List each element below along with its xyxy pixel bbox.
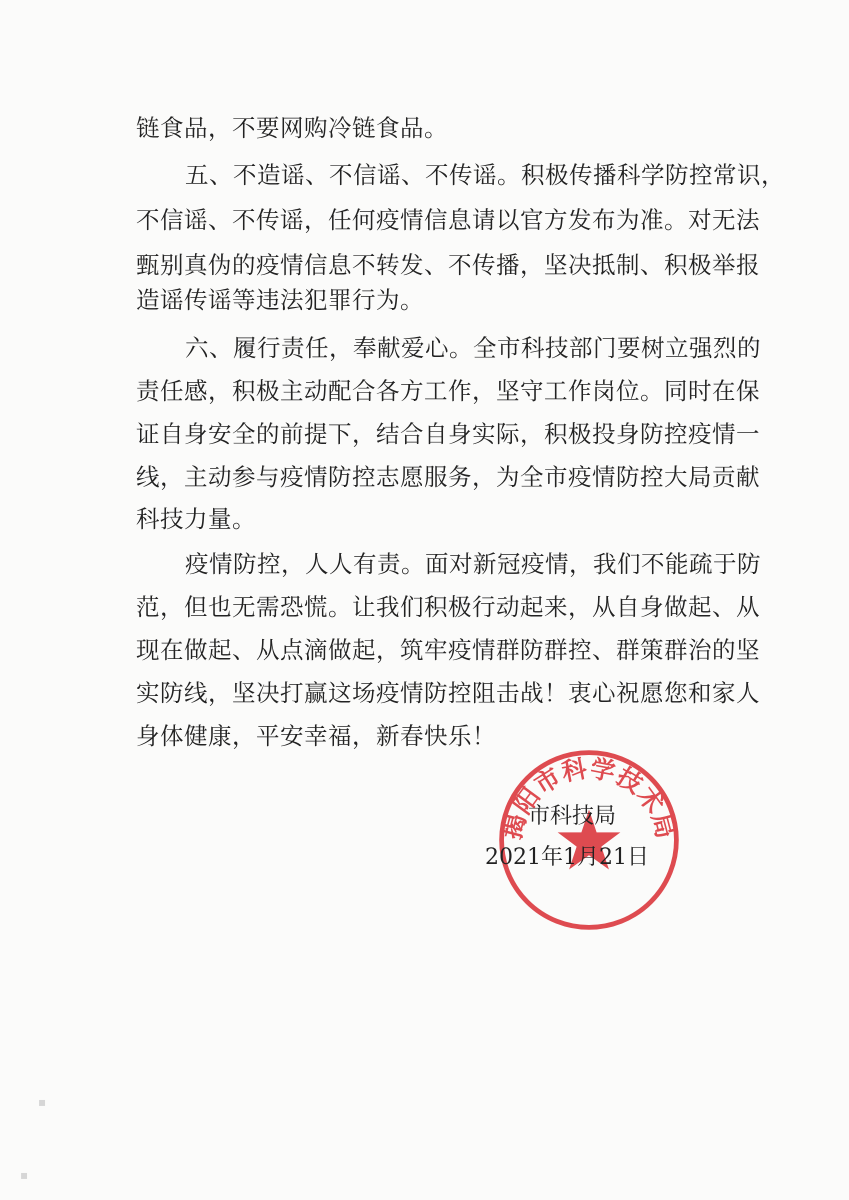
signature-date: 2021年1月21日 [485,845,649,870]
paragraph-line: 疫情防控，人人有责。面对新冠疫情，我们不能疏于防 [185,550,761,578]
official-seal [494,745,684,935]
paragraph-line: 证自身安全的前提下，结合自身实际，积极投身防控疫情一 [136,420,760,448]
paragraph-line: 科技力量。 [136,505,256,533]
paragraph-line: 造谣传谣等违法犯罪行为。 [136,286,424,314]
seal-text: 揭阳市科学技术局 [497,753,681,843]
scan-mark: ▪ [38,1095,47,1109]
paragraph-line: 实防线，坚决打赢这场疫情防控阻击战！衷心祝愿您和家人 [136,679,760,707]
paragraph-line: 责任感，积极主动配合各方工作，坚守工作岗位。同时在保 [136,377,760,405]
paragraph-line: 线，主动参与疫情防控志愿服务，为全市疫情防控大局贡献 [136,463,760,491]
paragraph-line: 范，但也无需恐慌。让我们积极行动起来，从自身做起、从 [136,593,760,621]
paragraph-line: 六、履行责任，奉献爱心。全市科技部门要树立强烈的 [185,334,761,362]
paragraph-line: 甄别真伪的疫情信息不转发、不传播，坚决抵制、积极举报 [136,251,760,279]
paragraph-line: 现在做起、从点滴做起，筑牢疫情群防群控、群策群治的坚 [136,636,760,664]
paragraph-line: 身体健康，平安幸福，新春快乐！ [136,722,496,750]
scan-mark: ▪ [20,1168,29,1182]
paragraph-line: 不信谣、不传谣，任何疫情信息请以官方发布为准。对无法 [136,206,760,234]
paragraph-line: 链食品，不要网购冷链食品。 [136,114,448,142]
signature-org: 市科技局 [528,804,617,829]
paragraph-line: 五、不造谣、不信谣、不传谣。积极传播科学防控常识， [185,161,785,189]
